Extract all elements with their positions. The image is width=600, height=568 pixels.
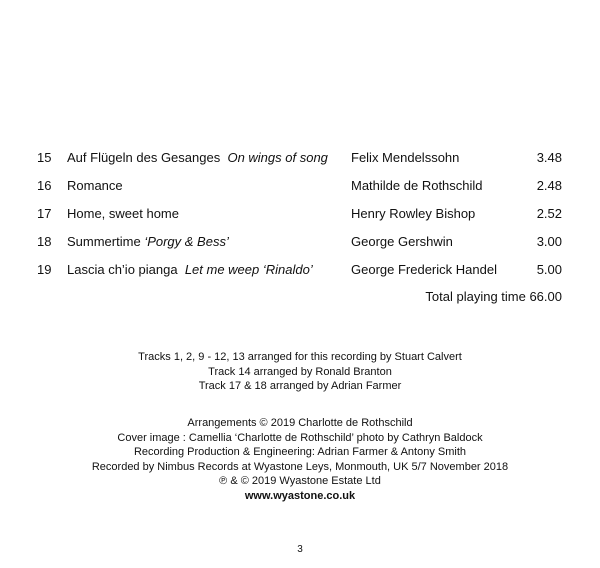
track-number: 17 (37, 206, 52, 221)
track-title-group (67, 262, 313, 278)
track-translation: On wings of song (227, 150, 328, 165)
track-composer: George Gershwin (351, 234, 453, 249)
arrangement-credits (0, 350, 600, 394)
track-duration: 3.48 (536, 150, 562, 165)
track-duration: 5.00 (536, 262, 562, 277)
credit-line: Recorded by Nimbus Records at Wyastone Leys, Monmouth, UK 5/7 November 2018 (91, 460, 509, 473)
track-number: 18 (37, 234, 52, 249)
track-number: 16 (37, 178, 52, 193)
track-number: 15 (37, 150, 52, 165)
track-composer: George Frederick Handel (351, 262, 497, 277)
track-composer: Henry Rowley Bishop (351, 206, 476, 221)
production-credits (0, 416, 600, 503)
website-link[interactable]: www.wyastone.co.uk (244, 489, 356, 502)
track-title: Romance (67, 178, 123, 193)
track-title: Home, sweet home (67, 206, 179, 221)
track-translation: ‘Porgy & Bess’ (144, 234, 229, 249)
track-title-group (67, 178, 123, 194)
track-title-group (67, 150, 328, 166)
track-row (37, 206, 562, 234)
credit-line: ℗ & © 2019 Wyastone Estate Ltd (219, 475, 381, 487)
track-duration: 2.48 (536, 178, 562, 193)
track-title: Summertime (67, 234, 141, 249)
track-composer: Mathilde de Rothschild (351, 178, 483, 193)
track-translation: Let me weep ‘Rinaldo’ (184, 262, 313, 277)
track-list (37, 150, 562, 290)
credit-line: Track 17 & 18 arranged by Adrian Farmer (198, 380, 402, 392)
track-duration: 3.00 (536, 234, 562, 249)
track-number: 19 (37, 262, 52, 277)
credit-line: Recording Production & Engineering: Adrian Farmer & Antony Smith (133, 446, 466, 458)
credit-line: Tracks 1, 2, 9 - 12, 13 arranged for this recording by Stuart Calvert (138, 351, 462, 363)
track-duration: 2.52 (536, 206, 562, 221)
track-title: Auf Flügeln des Gesanges (67, 150, 221, 165)
credit-line: Cover image : Camellia ‘Charlotte de Rothschild’ photo by Cathryn Baldock (117, 431, 483, 444)
track-row (37, 150, 562, 178)
track-title-group (67, 234, 229, 250)
track-row (37, 262, 562, 290)
total-playing-time: Total playing time 66.00 (425, 289, 562, 304)
credit-line: Arrangements © 2019 Charlotte de Rothschild (187, 417, 413, 429)
track-row (37, 234, 562, 262)
credit-line: Track 14 arranged by Ronald Branton (208, 365, 392, 378)
track-title: Lascia ch’io pianga (67, 262, 178, 277)
track-row (37, 178, 562, 206)
track-composer: Felix Mendelssohn (351, 150, 460, 165)
page-number: 3 (297, 544, 303, 555)
track-title-group (67, 206, 179, 222)
